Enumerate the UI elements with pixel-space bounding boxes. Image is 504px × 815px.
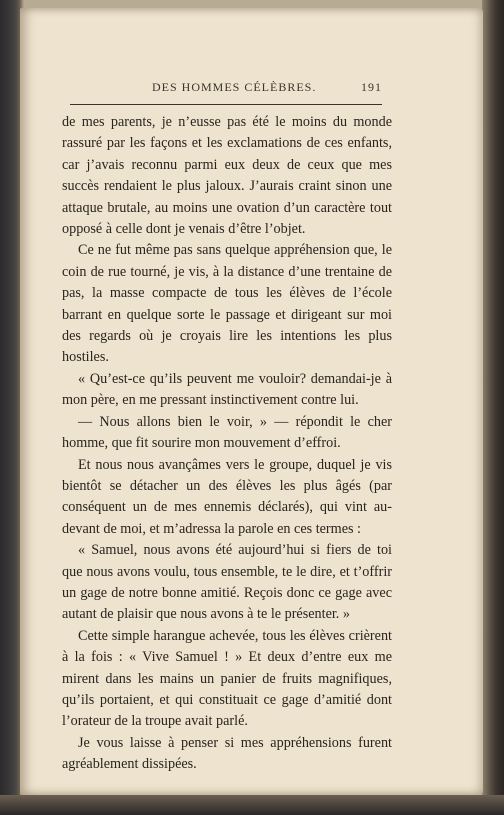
paragraph-8: Je vous laisse à penser si mes appréhensions furent agréablement dissipées. — [62, 734, 392, 773]
body-text — [62, 112, 392, 776]
book-page-edges — [482, 0, 504, 815]
running-title: DES HOMMES CÉLÈBRES. — [152, 80, 317, 94]
paragraph-7: Cette simple harangue achevée, tous les élèves crièrent à la fois : « Vive Samuel ! » Et deux d’entre eux me mirent dans les mains un panier de fruits magnifiques, qu’ils portaient, et qui constituait ce gage d’amitié dont l’orateur de la troupe avait parlé. — [62, 627, 392, 730]
paragraph-1: de mes parents, je n’eusse pas été le moins du monde rassuré par les façons et les exclamations de ces enfants, car j’avais reconnu parmi eux deux de ceux que mes succès rendaient le plus jaloux. J’aurais craint sinon une attaque brutale, au moins une ovation d’un caractère tout opposé à celle dont je venais d’être l’objet. — [62, 114, 392, 238]
paragraph-3: « Qu’est-ce qu’ils peuvent me vouloir? demandai-je à mon père, en me pressant instinctivement contre lui. — [62, 370, 392, 409]
paragraph-2: Ce ne fut même pas sans quelque appréhension que, le coin de rue tourné, je vis, à la distance d’une trentaine de pas, la masse compacte de tous les élèves de l’école barrant en quelque sorte le passage et dirigeant sur moi des regards où je croyais lire les intentions les plus hostiles. — [62, 242, 392, 366]
page-number: 191 — [361, 80, 382, 94]
paragraph-5: Et nous nous avançâmes vers le groupe, duquel je vis bientôt se détacher un des élèves les plus âgés (par conséquent un de mes ennemis déclarés), qui vint au-devant de moi, et m’adressa la parole en ces termes : — [62, 456, 392, 537]
page-header — [70, 80, 382, 100]
header-rule — [70, 104, 382, 105]
paragraph-6: « Samuel, nous avons été aujourd’hui si fiers de toi que nous avons voulu, tous ensemble, te le dire, et t’offrir un gage de notre bonne amitié. Reçois donc ce gage avec autant de plaisir que nous avons à te le présenter. » — [62, 542, 392, 623]
paragraph-4: — Nous allons bien le voir, » — répondit le cher homme, que fit sourire mon mouvement d’effroi. — [62, 413, 392, 452]
book-bottom-edge — [0, 795, 504, 815]
